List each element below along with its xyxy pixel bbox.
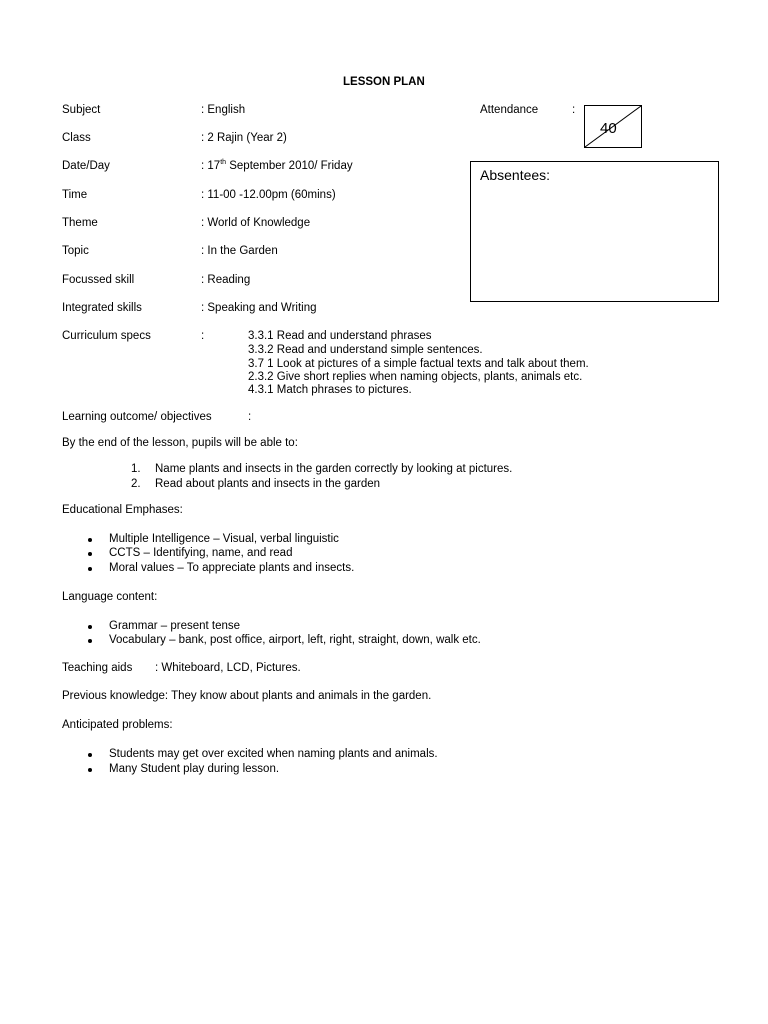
bullet-icon bbox=[88, 639, 92, 643]
objective-text: Name plants and insects in the garden correctly by looking at pictures. bbox=[155, 463, 513, 475]
language-item: Grammar – present tense bbox=[109, 620, 241, 632]
language-item: Vocabulary – bank, post office, airport, left, right, straight, down, walk etc. bbox=[109, 634, 481, 646]
bullet-icon bbox=[88, 625, 92, 629]
emphasis-item: Multiple Intelligence – Visual, verbal linguistic bbox=[109, 533, 339, 545]
curriculum-item: 2.3.2 Give short replies when naming objects, plants, animals etc. bbox=[248, 371, 583, 383]
teaching-aids-value: : Whiteboard, LCD, Pictures. bbox=[155, 662, 301, 674]
field-value-date: : 17th September 2010/ Friday bbox=[201, 159, 353, 172]
bullet-icon bbox=[88, 552, 92, 556]
field-label-theme: Theme bbox=[62, 217, 98, 229]
field-label-topic: Topic bbox=[62, 245, 89, 257]
page-title: LESSON PLAN bbox=[343, 76, 425, 88]
attendance-value: 40 bbox=[600, 120, 617, 137]
teaching-aids-label: Teaching aids bbox=[62, 662, 133, 674]
objective-number: 1. bbox=[131, 463, 141, 475]
curriculum-colon: : bbox=[201, 330, 205, 342]
curriculum-item: 3.3.1 Read and understand phrases bbox=[248, 330, 432, 342]
anticipated-item: Students may get over excited when naming plants and animals. bbox=[109, 748, 438, 760]
field-value-time: : 11-00 -12.00pm (60mins) bbox=[201, 189, 336, 201]
attendance-colon: : bbox=[572, 104, 576, 116]
field-label-date: Date/Day bbox=[62, 160, 110, 172]
field-label-focussed-skill: Focussed skill bbox=[62, 274, 135, 286]
previous-knowledge: Previous knowledge: They know about plants and animals in the garden. bbox=[62, 690, 432, 702]
field-label-time: Time bbox=[62, 189, 88, 201]
learning-outcome-label: Learning outcome/ objectives bbox=[62, 411, 212, 423]
field-value-topic: : In the Garden bbox=[201, 245, 278, 257]
curriculum-item: 4.3.1 Match phrases to pictures. bbox=[248, 384, 412, 396]
field-value-class: : 2 Rajin (Year 2) bbox=[201, 132, 287, 144]
language-content-label: Language content: bbox=[62, 591, 158, 603]
curriculum-label: Curriculum specs bbox=[62, 330, 151, 342]
field-label-subject: Subject bbox=[62, 104, 101, 116]
anticipated-problems-label: Anticipated problems: bbox=[62, 719, 173, 731]
objective-text: Read about plants and insects in the garden bbox=[155, 478, 381, 490]
learning-outcome-colon: : bbox=[248, 411, 252, 423]
field-value-integrated-skills: : Speaking and Writing bbox=[201, 302, 317, 314]
bullet-icon bbox=[88, 768, 92, 772]
curriculum-item: 3.7 1 Look at pictures of a simple factual texts and talk about them. bbox=[248, 358, 589, 370]
absentees-label: Absentees: bbox=[480, 167, 551, 183]
educational-emphases-label: Educational Emphases: bbox=[62, 504, 183, 516]
anticipated-item: Many Student play during lesson. bbox=[109, 763, 280, 775]
attendance-label: Attendance bbox=[480, 104, 539, 116]
field-value-focussed-skill: : Reading bbox=[201, 274, 251, 286]
bullet-icon bbox=[88, 567, 92, 571]
curriculum-item: 3.3.2 Read and understand simple sentences. bbox=[248, 344, 483, 356]
field-value-theme: : World of Knowledge bbox=[201, 217, 311, 229]
emphasis-item: Moral values – To appreciate plants and insects. bbox=[109, 562, 355, 574]
bullet-icon bbox=[88, 753, 92, 757]
objectives-intro: By the end of the lesson, pupils will be able to: bbox=[62, 437, 298, 449]
field-label-integrated-skills: Integrated skills bbox=[62, 302, 142, 314]
emphasis-item: CCTS – Identifying, name, and read bbox=[109, 547, 293, 559]
field-value-subject: : English bbox=[201, 104, 246, 116]
field-label-class: Class bbox=[62, 132, 91, 144]
bullet-icon bbox=[88, 538, 92, 542]
objective-number: 2. bbox=[131, 478, 141, 490]
